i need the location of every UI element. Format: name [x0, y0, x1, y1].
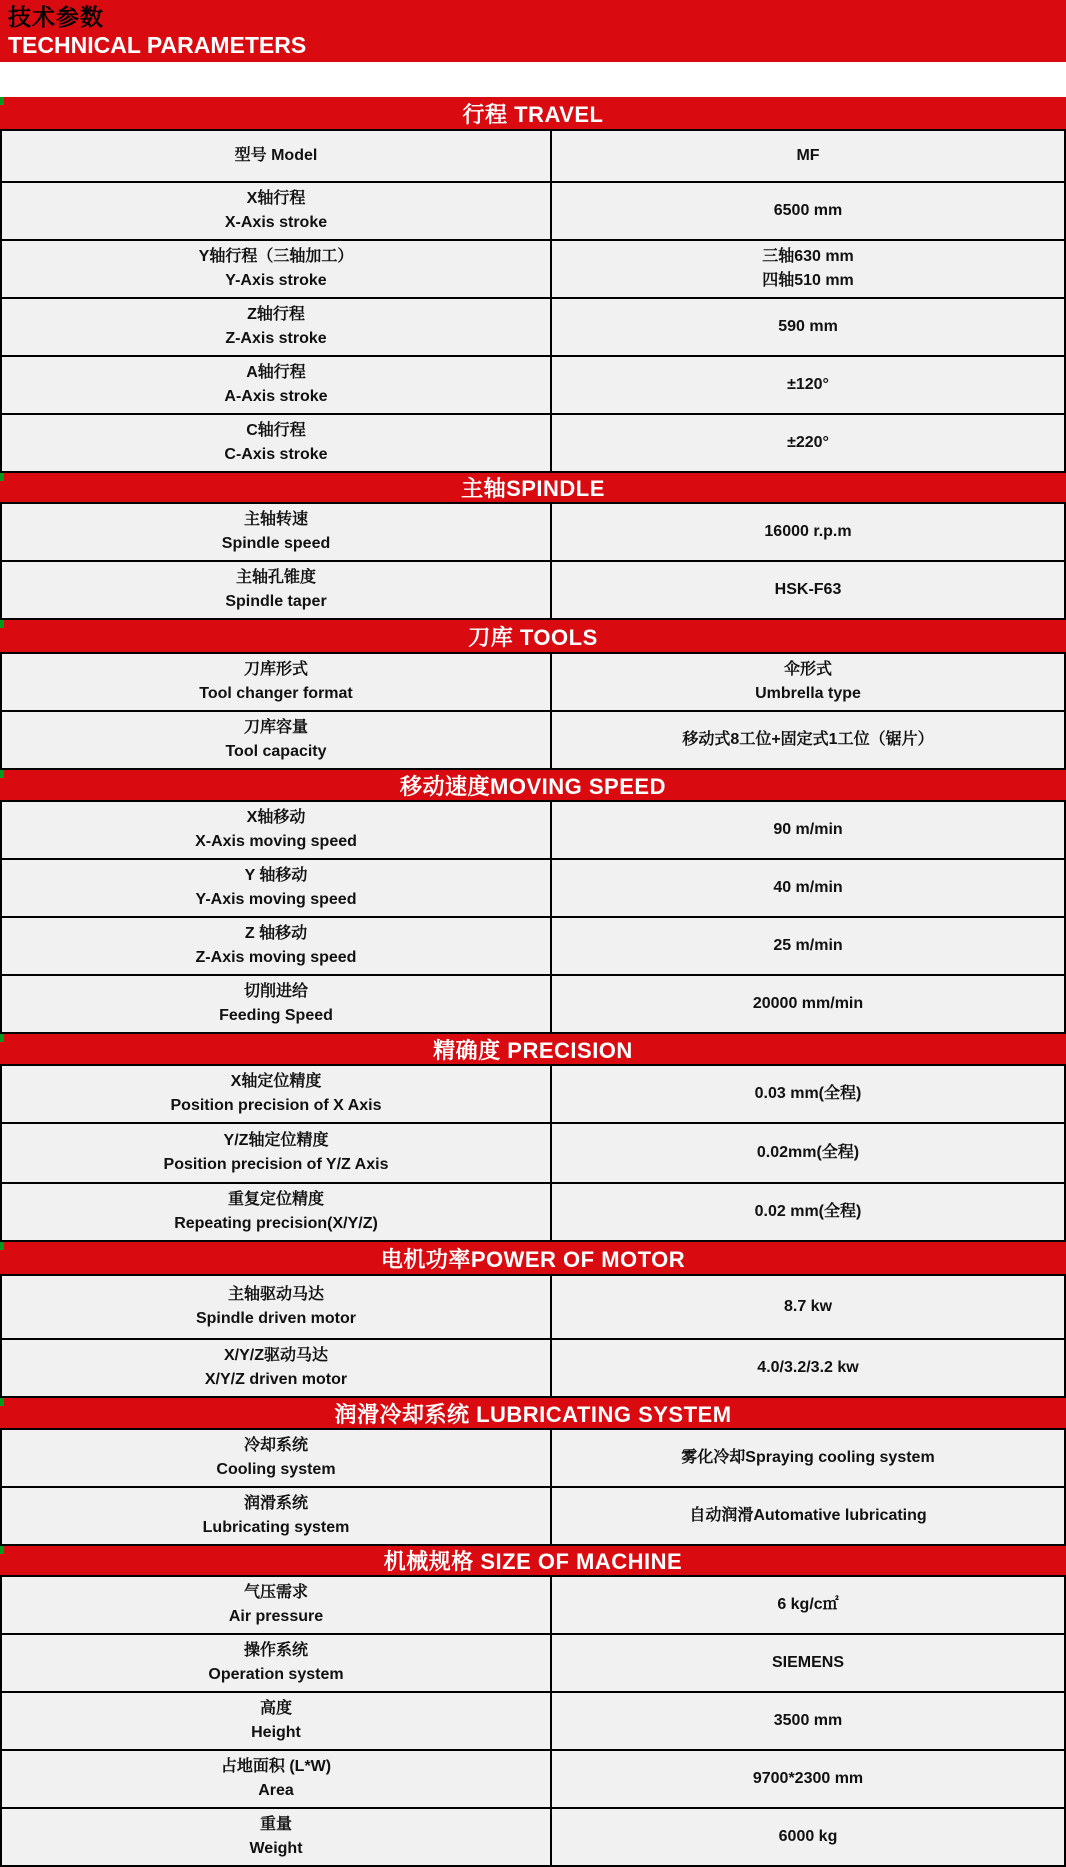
spec-row: [2, 1807, 1064, 1865]
spec-value: [552, 1488, 1064, 1544]
spec-value: [552, 976, 1064, 1032]
spec-label-line: Weight: [249, 1840, 303, 1857]
spec-row: [2, 297, 1064, 355]
spec-label: [2, 562, 552, 618]
spec-value: [552, 1577, 1064, 1633]
spec-label-line: 切削进给: [243, 983, 308, 1000]
spec-row: [2, 355, 1064, 413]
spec-label: [2, 1066, 552, 1122]
spec-label: [2, 131, 552, 181]
spec-row: [2, 504, 1064, 560]
spec-value: [552, 562, 1064, 618]
section-header: [0, 1240, 1066, 1276]
spec-value: [552, 357, 1064, 413]
spec-value-line: 4.0/3.2/3.2 kw: [757, 1359, 859, 1376]
section-title: 行程 TRAVEL: [462, 101, 604, 127]
spec-label: [2, 1276, 552, 1338]
spec-value-line: 移动式8工位+固定式1工位（锯片）: [682, 731, 934, 748]
spec-label-line: Air pressure: [228, 1608, 324, 1625]
spec-value: [552, 1751, 1064, 1807]
section-title: 机械规格 SIZE OF MACHINE: [383, 1549, 683, 1574]
spec-value-line: 6 kg/c㎡: [777, 1596, 839, 1613]
spec-label-line: 刀库容量: [243, 719, 308, 736]
spec-label: [2, 241, 552, 297]
spec-label: [2, 1751, 552, 1807]
spec-label-line: C轴行程: [246, 422, 306, 439]
section-rows: [0, 1577, 1066, 1867]
spec-label: [2, 860, 552, 916]
spec-value-line: 8.7 kw: [783, 1298, 833, 1315]
section-rows: [0, 1430, 1066, 1544]
spec-label-line: X/Y/Z驱动马达: [223, 1347, 328, 1364]
spec-section: [0, 1396, 1066, 1544]
spec-row: [2, 1691, 1064, 1749]
spec-label-line: Position precision of Y/Z Axis: [163, 1156, 389, 1173]
spec-label-line: Operation system: [208, 1666, 344, 1683]
spec-label-line: Cooling system: [216, 1461, 336, 1478]
spec-label-line: Height: [251, 1724, 301, 1741]
spec-label-line: Feeding Speed: [219, 1007, 333, 1024]
spec-value-line: ±220°: [787, 434, 829, 451]
spec-row: [2, 710, 1064, 768]
spec-label-line: Y-Axis moving speed: [195, 891, 357, 908]
spec-section: [0, 768, 1066, 1032]
spec-section: [0, 471, 1066, 618]
spec-label-line: Spindle taper: [225, 593, 327, 610]
section-header: [0, 768, 1066, 802]
spec-row: [2, 131, 1064, 181]
spec-value-line: 雾化冷却Spraying cooling system: [681, 1449, 935, 1466]
section-header: [0, 618, 1066, 654]
spec-label-line: 重复定位精度: [227, 1191, 324, 1208]
spec-section: [0, 1240, 1066, 1396]
spec-label-line: Y轴行程（三轴加工）: [198, 248, 354, 265]
section-title: 主轴SPINDLE: [461, 476, 605, 501]
spec-label-line: 操作系统: [243, 1642, 308, 1659]
green-corner-mark: [0, 1242, 4, 1250]
spec-value-line: HSK-F63: [774, 581, 842, 598]
spec-value: [552, 1124, 1064, 1182]
spec-label-line: 主轴转速: [243, 511, 308, 528]
spec-value: [552, 918, 1064, 974]
spec-row: [2, 181, 1064, 239]
spec-value-line: 16000 r.p.m: [764, 523, 852, 540]
spec-label: [2, 299, 552, 355]
spec-label-line: Position precision of X Axis: [170, 1097, 382, 1114]
section-header: [0, 1396, 1066, 1430]
spec-row: [2, 1066, 1064, 1122]
spec-value: [552, 654, 1064, 710]
spec-section: [0, 618, 1066, 768]
spec-value-line: Umbrella type: [755, 685, 861, 702]
spec-table: [0, 97, 1066, 1867]
spec-label-line: X-Axis moving speed: [195, 833, 357, 850]
spec-value: [552, 1066, 1064, 1122]
section-header: [0, 471, 1066, 504]
spec-label-line: Z轴行程: [247, 306, 305, 323]
spec-label-line: Y 轴移动: [244, 867, 308, 884]
spec-value: [552, 712, 1064, 768]
spec-row: [2, 413, 1064, 471]
spec-value-line: 25 m/min: [773, 937, 843, 954]
spec-row: [2, 239, 1064, 297]
spec-row: [2, 1122, 1064, 1182]
section-title: 刀库 TOOLS: [468, 624, 598, 650]
spec-value-line: SIEMENS: [771, 1654, 844, 1671]
spec-row: [2, 1486, 1064, 1544]
spec-label-line: Tool capacity: [225, 743, 327, 760]
spec-section: [0, 97, 1066, 471]
spec-value: [552, 1184, 1064, 1240]
spec-row: [2, 916, 1064, 974]
spec-value-line: 20000 mm/min: [752, 995, 864, 1012]
spec-value-line: ±120°: [787, 376, 829, 393]
spec-value-line: 三轴630 mm: [762, 248, 854, 265]
spec-value: [552, 1430, 1064, 1486]
spec-value: [552, 1635, 1064, 1691]
spec-value: [552, 860, 1064, 916]
green-corner-mark: [0, 620, 4, 628]
spec-label: [2, 1488, 552, 1544]
spec-row: [2, 802, 1064, 858]
section-title: 电机功率POWER OF MOTOR: [380, 1246, 686, 1272]
spec-label-line: 高度: [259, 1700, 292, 1717]
spec-label-line: 型号 Model: [234, 147, 318, 164]
spec-label: [2, 976, 552, 1032]
spec-section: [0, 1032, 1066, 1240]
spec-section: [0, 1544, 1066, 1867]
spec-value: [552, 1276, 1064, 1338]
section-rows: [0, 1276, 1066, 1396]
section-rows: [0, 131, 1066, 471]
spec-value-line: MF: [796, 147, 820, 164]
green-corner-mark: [0, 1034, 4, 1042]
spec-label: [2, 415, 552, 471]
section-rows: [0, 654, 1066, 768]
spec-value: [552, 802, 1064, 858]
spec-row: [2, 654, 1064, 710]
spec-label-line: Y-Axis stroke: [225, 272, 327, 289]
spec-label-line: C-Axis stroke: [224, 446, 328, 463]
section-rows: [0, 504, 1066, 618]
spec-row: [2, 974, 1064, 1032]
green-corner-mark: [0, 473, 4, 481]
spec-label: [2, 357, 552, 413]
spec-label-line: X-Axis stroke: [224, 214, 328, 231]
spec-label-line: Z-Axis moving speed: [195, 949, 357, 966]
spec-label-line: Area: [258, 1782, 294, 1799]
section-rows: [0, 1066, 1066, 1240]
spec-row: [2, 1577, 1064, 1633]
spec-label-line: 主轴驱动马达: [227, 1286, 324, 1303]
page-title-zh: 技术参数: [8, 4, 104, 30]
section-title: 精确度 PRECISION: [433, 1037, 633, 1063]
spec-value: [552, 1809, 1064, 1865]
spec-label: [2, 802, 552, 858]
spec-row: [2, 1749, 1064, 1807]
spec-label-line: 润滑系统: [243, 1495, 308, 1512]
spec-value: [552, 415, 1064, 471]
spec-row: [2, 560, 1064, 618]
spec-label: [2, 1577, 552, 1633]
spec-label: [2, 654, 552, 710]
spec-value-line: 伞形式: [783, 661, 832, 678]
spec-label-line: Lubricating system: [202, 1519, 350, 1536]
spec-label-line: X轴定位精度: [230, 1073, 322, 1090]
spec-value-line: 0.02 mm(全程): [754, 1203, 862, 1220]
spec-label: [2, 183, 552, 239]
spec-row: [2, 1430, 1064, 1486]
section-title: 移动速度MOVING SPEED: [400, 773, 666, 799]
section-rows: [0, 802, 1066, 1032]
spec-label-line: 刀库形式: [243, 661, 308, 678]
section-header: [0, 1544, 1066, 1577]
spec-label-line: 冷却系统: [243, 1437, 308, 1454]
spec-label-line: X/Y/Z driven motor: [204, 1371, 348, 1388]
spec-value: [552, 299, 1064, 355]
spec-label-line: 占地面积 (L*W): [220, 1758, 332, 1775]
spec-label-line: Y/Z轴定位精度: [223, 1132, 329, 1149]
spec-label-line: A-Axis stroke: [224, 388, 328, 405]
spec-label: [2, 1124, 552, 1182]
spec-label-line: X轴行程: [246, 190, 306, 207]
spec-label-line: Spindle driven motor: [195, 1310, 356, 1327]
header-spacer: [0, 62, 1066, 97]
spec-row: [2, 1633, 1064, 1691]
spec-value-line: 590 mm: [778, 318, 838, 335]
spec-value-line: 90 m/min: [773, 821, 843, 838]
spec-label: [2, 1430, 552, 1486]
spec-row: [2, 1182, 1064, 1240]
spec-value-line: 6500 mm: [773, 202, 843, 219]
spec-label: [2, 918, 552, 974]
spec-label-line: Repeating precision(X/Y/Z): [174, 1215, 378, 1232]
spec-label: [2, 1693, 552, 1749]
spec-value: [552, 1693, 1064, 1749]
spec-value-line: 0.02mm(全程): [756, 1144, 860, 1161]
spec-value: [552, 504, 1064, 560]
spec-label-line: X轴移动: [246, 809, 306, 826]
spec-value-line: 9700*2300 mm: [752, 1770, 864, 1787]
spec-value-line: 自动润滑Automative lubricating: [689, 1507, 927, 1524]
spec-label: [2, 712, 552, 768]
spec-label-line: 气压需求: [243, 1584, 308, 1601]
section-header: [0, 97, 1066, 131]
green-corner-mark: [0, 97, 4, 105]
section-title: 润滑冷却系统 LUBRICATING SYSTEM: [334, 1401, 732, 1427]
page-title-en: TECHNICAL PARAMETERS: [8, 32, 307, 58]
section-header: [0, 1032, 1066, 1066]
spec-label: [2, 1635, 552, 1691]
spec-row: [2, 858, 1064, 916]
spec-row: [2, 1338, 1064, 1396]
spec-label-line: Z-Axis stroke: [225, 330, 327, 347]
spec-value-line: 6000 kg: [778, 1828, 838, 1845]
green-corner-mark: [0, 770, 4, 778]
spec-value-line: 四轴510 mm: [762, 272, 854, 289]
spec-label: [2, 1184, 552, 1240]
spec-label: [2, 1809, 552, 1865]
spec-label: [2, 1340, 552, 1396]
spec-value-line: 3500 mm: [773, 1712, 843, 1729]
spec-label: [2, 504, 552, 560]
spec-value: [552, 1340, 1064, 1396]
spec-value-line: 40 m/min: [773, 879, 843, 896]
spec-label-line: 主轴孔锥度: [235, 569, 316, 586]
spec-row: [2, 1276, 1064, 1338]
spec-value: [552, 183, 1064, 239]
spec-label-line: A轴行程: [246, 364, 306, 381]
spec-value: [552, 241, 1064, 297]
spec-label-line: 重量: [259, 1816, 292, 1833]
spec-label-line: Z 轴移动: [244, 925, 308, 942]
green-corner-mark: [0, 1546, 4, 1554]
page-header: [0, 0, 1066, 62]
spec-value: [552, 131, 1064, 181]
spec-value-line: 0.03 mm(全程): [754, 1085, 862, 1102]
green-corner-mark: [0, 1398, 4, 1406]
spec-label-line: Spindle speed: [221, 535, 331, 552]
spec-label-line: Tool changer format: [199, 685, 353, 702]
